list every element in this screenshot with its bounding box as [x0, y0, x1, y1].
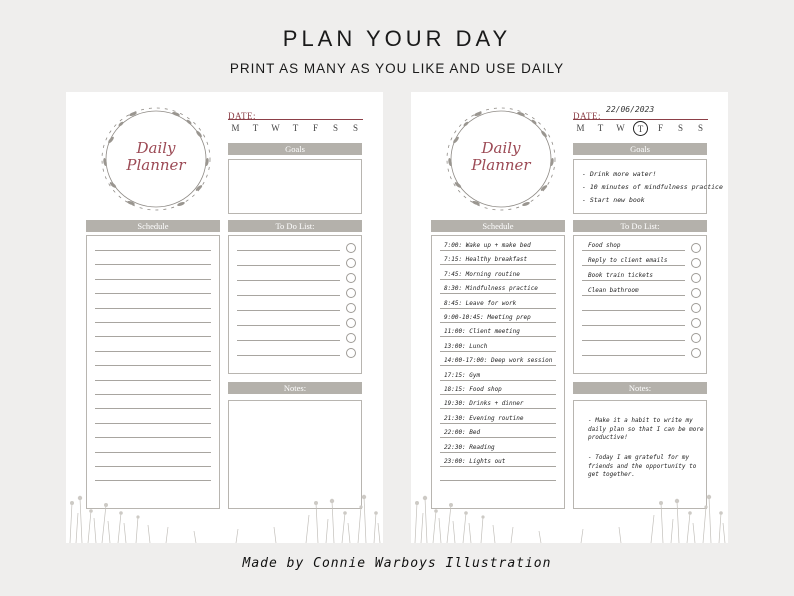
schedule-header: Schedule	[431, 220, 565, 232]
todo-box[interactable]	[228, 235, 362, 374]
schedule-rule-line	[95, 293, 211, 294]
todo-checkbox[interactable]	[346, 243, 356, 253]
schedule-rule-line	[95, 336, 211, 337]
schedule-entry: 17:15: Gym	[444, 371, 481, 379]
schedule-rule-line	[95, 437, 211, 438]
page-headline: PLAN YOUR DAY	[282, 26, 512, 51]
todo-rule-line	[237, 340, 340, 341]
schedule-rule-line	[95, 408, 211, 409]
schedule-entry: 22:30: Reading	[444, 443, 495, 451]
notes-header: Notes:	[573, 382, 707, 394]
schedule-rule-line	[95, 250, 211, 251]
schedule-header: Schedule	[86, 220, 220, 232]
todo-rule-line	[237, 325, 340, 326]
wildflower-illustration	[66, 483, 383, 543]
notes-header: Notes:	[228, 382, 362, 394]
todo-checkbox[interactable]	[346, 258, 356, 268]
schedule-rule-line	[95, 279, 211, 280]
todo-checkbox[interactable]	[346, 333, 356, 343]
date-label: DATE:	[228, 111, 256, 121]
todo-rule-line	[582, 280, 685, 281]
schedule-rule-line	[440, 336, 556, 337]
schedule-rule-line	[440, 480, 556, 481]
todo-rule-line	[582, 310, 685, 311]
goals-box[interactable]	[228, 159, 362, 214]
schedule-entry: 18:15: Food shop	[444, 386, 502, 393]
todo-rule-line	[237, 295, 340, 296]
schedule-rule-line	[95, 394, 211, 395]
todo-checkbox[interactable]	[691, 273, 701, 283]
schedule-entry: 13:00: Lunch	[444, 342, 488, 350]
goal-item: - Start new book	[582, 196, 645, 204]
weekday-mon[interactable]: M	[231, 123, 240, 133]
schedule-rule-line	[440, 394, 556, 395]
todo-checkbox[interactable]	[346, 288, 356, 298]
schedule-rule-line	[95, 365, 211, 366]
todo-box[interactable]	[573, 235, 707, 374]
todo-rule-line	[237, 310, 340, 311]
schedule-entry: 21:30: Evening routine	[444, 414, 524, 422]
schedule-rule-line	[95, 466, 211, 467]
todo-checkbox[interactable]	[691, 348, 701, 358]
weekday-sat[interactable]: S	[677, 123, 683, 133]
schedule-rule-line	[440, 250, 556, 251]
goal-item: - 10 minutes of mindfulness practice	[582, 183, 723, 191]
date-value: 22/06/2023	[606, 105, 655, 114]
schedule-rule-line	[95, 480, 211, 481]
schedule-entry: 22:00: Bed	[444, 429, 481, 437]
todo-item: Book train tickets	[588, 272, 654, 279]
todo-rule-line	[582, 265, 685, 266]
weekday-sat[interactable]: S	[332, 123, 338, 133]
todo-rule-line	[582, 250, 685, 251]
weekday-selector	[228, 121, 363, 136]
schedule-rule-line	[440, 293, 556, 294]
todo-item: Food shop	[588, 242, 621, 249]
footer-credit: Made by Connie Warboys Illustration	[242, 556, 552, 571]
schedule-rule-line	[95, 423, 211, 424]
todo-checkbox[interactable]	[691, 258, 701, 268]
goals-header: Goals	[573, 143, 707, 155]
schedule-entry: 8:45: Leave for work	[444, 299, 517, 307]
todo-rule-line	[237, 250, 340, 251]
weekday-sun[interactable]: S	[697, 123, 703, 133]
schedule-entry: 7:00: Wake up + make bed	[444, 242, 531, 249]
todo-checkbox[interactable]	[691, 303, 701, 313]
todo-header: To Do List:	[573, 220, 707, 232]
todo-rule-line	[582, 340, 685, 341]
todo-checkbox[interactable]	[346, 318, 356, 328]
schedule-entry: 23:00: Lights out	[444, 458, 506, 465]
schedule-entry: 11:00: Client meeting	[444, 328, 520, 336]
planner-title-line2: Planner	[126, 156, 186, 174]
todo-rule-line	[582, 355, 685, 356]
weekday-mon[interactable]: M	[576, 123, 585, 133]
schedule-rule-line	[440, 452, 556, 453]
schedule-entry: 7:45: Morning routine	[444, 270, 520, 278]
weekday-selector	[573, 121, 708, 136]
schedule-entry: 8:30: Mindfulness practice	[444, 285, 538, 293]
schedule-rule-line	[95, 452, 211, 453]
goals-box[interactable]	[573, 159, 723, 214]
planner-page-blank	[66, 92, 383, 543]
todo-header: To Do List:	[228, 220, 362, 232]
weekday-tue[interactable]: T	[252, 123, 259, 133]
todo-rule-line	[237, 265, 340, 266]
note-item: - Today I am grateful for my friends and the opportunity to get together.	[588, 454, 697, 478]
goal-item: - Drink more water!	[582, 170, 657, 178]
date-field[interactable]	[573, 106, 708, 120]
todo-rule-line	[582, 325, 685, 326]
todo-rule-line	[582, 295, 685, 296]
todo-checkbox[interactable]	[346, 273, 356, 283]
weekday-fri[interactable]: F	[312, 123, 318, 133]
todo-rule-line	[237, 355, 340, 356]
todo-checkbox[interactable]	[691, 333, 701, 343]
planner-title-line1: Daily	[136, 139, 176, 157]
schedule-rule-line	[440, 308, 556, 309]
page-subheadline: PRINT AS MANY AS YOU LIKE AND USE DAILY	[229, 61, 565, 76]
schedule-rule-line	[95, 322, 211, 323]
weekday-thu[interactable]: T	[633, 121, 648, 136]
schedule-entry: 7:15: Healthy breakfast	[444, 256, 528, 264]
schedule-rule-line	[440, 466, 556, 467]
date-label: DATE:	[573, 111, 601, 121]
schedule-box[interactable]	[86, 235, 220, 509]
schedule-rule-line	[95, 351, 211, 352]
schedule-rule-line	[440, 351, 556, 352]
todo-item: Clean bathroom	[588, 287, 639, 294]
weekday-tue[interactable]: T	[597, 123, 604, 133]
planner-page-filled	[411, 92, 728, 543]
weekday-wed[interactable]: W	[271, 123, 280, 133]
weekday-wed[interactable]: W	[616, 123, 625, 133]
todo-checkbox[interactable]	[691, 288, 701, 298]
todo-checkbox[interactable]	[691, 318, 701, 328]
note-item: - Make it a habit to write my daily plan so that I can be more productive!	[588, 417, 704, 441]
schedule-entry: 9:00-10:45: Meeting prep	[444, 314, 531, 321]
schedule-rule-line	[440, 380, 556, 381]
weekday-sun[interactable]: S	[352, 123, 358, 133]
weekday-fri[interactable]: F	[657, 123, 663, 133]
schedule-entry: 19:30: Drinks + dinner	[444, 400, 524, 408]
schedule-rule-line	[440, 365, 556, 366]
schedule-box[interactable]	[431, 235, 565, 509]
planner-title-line1: Daily	[481, 139, 521, 157]
date-field[interactable]	[228, 106, 363, 120]
schedule-rule-line	[440, 264, 556, 265]
wildflower-illustration	[411, 483, 728, 543]
schedule-entry: 14:00-17:00: Deep work session	[444, 357, 553, 365]
schedule-rule-line	[440, 279, 556, 280]
planner-title-line2: Planner	[471, 156, 531, 174]
schedule-rule-line	[95, 264, 211, 265]
goals-header: Goals	[228, 143, 362, 155]
todo-checkbox[interactable]	[346, 303, 356, 313]
todo-item: Reply to client emails	[588, 257, 668, 264]
schedule-rule-line	[440, 408, 556, 409]
schedule-rule-line	[440, 322, 556, 323]
todo-checkbox[interactable]	[346, 348, 356, 358]
todo-checkbox[interactable]	[691, 243, 701, 253]
weekday-thu[interactable]: T	[292, 123, 299, 133]
todo-rule-line	[237, 280, 340, 281]
schedule-rule-line	[95, 308, 211, 309]
schedule-rule-line	[440, 423, 556, 424]
schedule-rule-line	[440, 437, 556, 438]
schedule-rule-line	[95, 380, 211, 381]
